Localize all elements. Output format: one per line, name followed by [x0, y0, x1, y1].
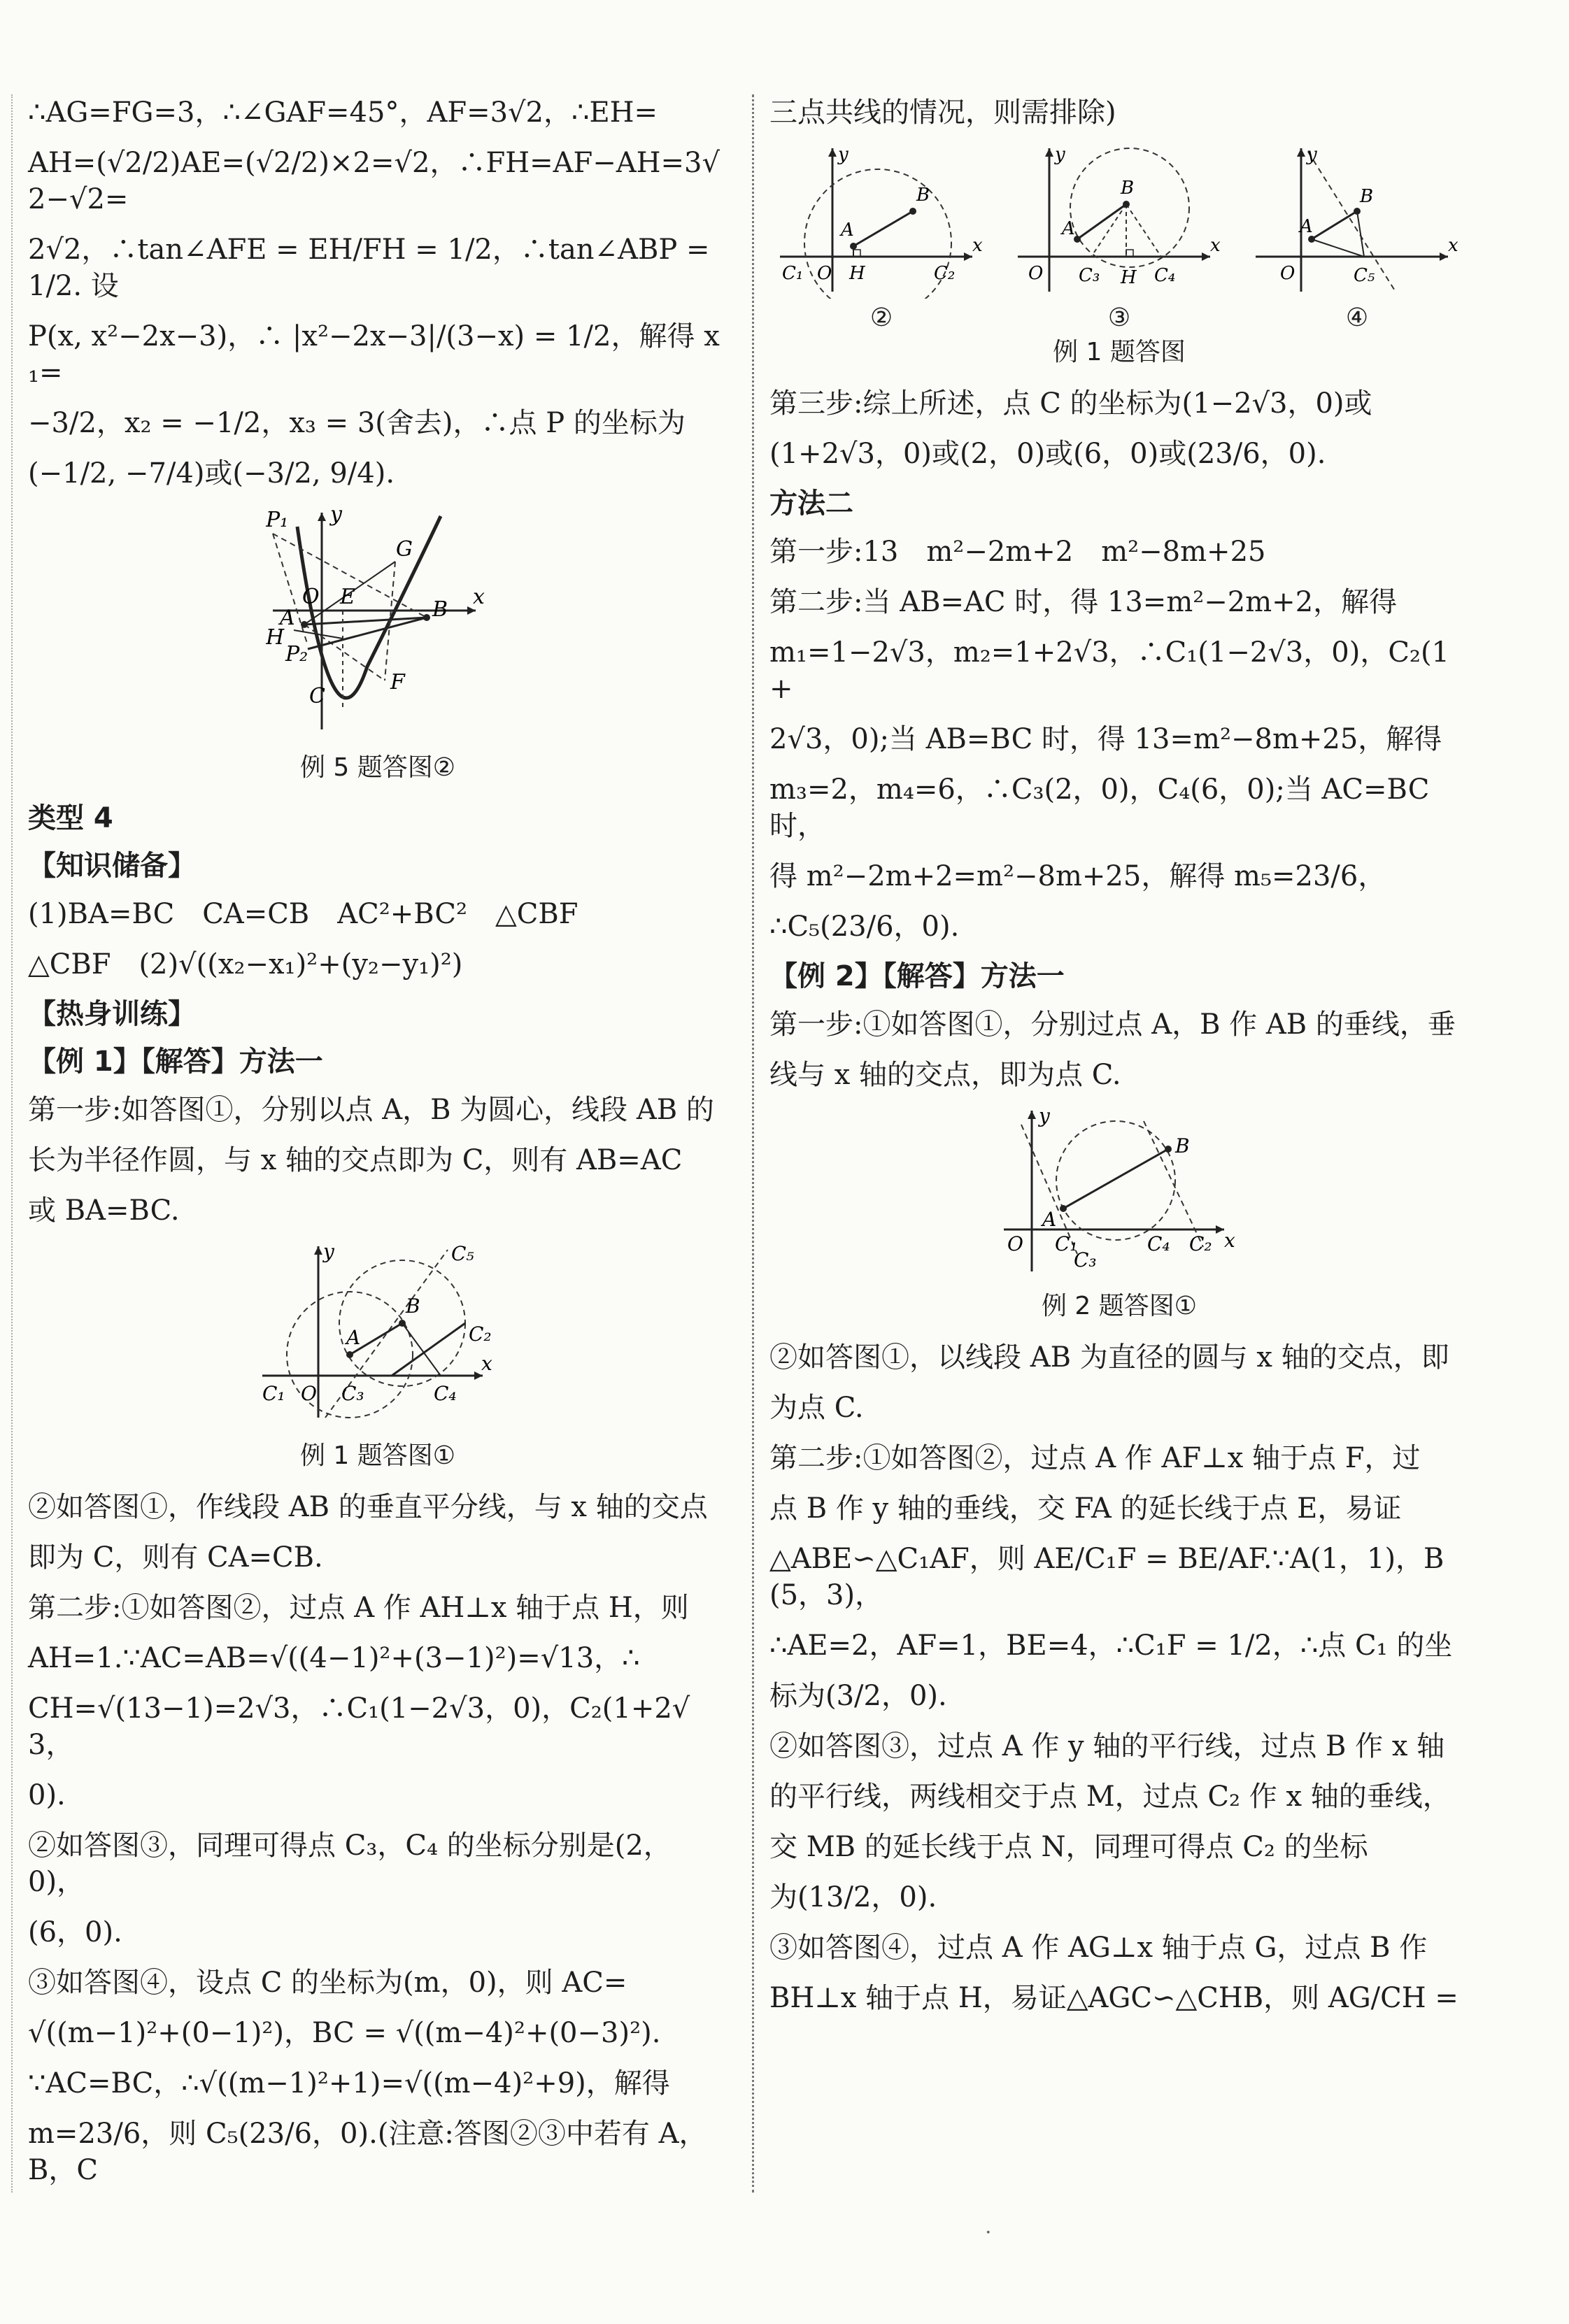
point-label: C₃ [1074, 1248, 1097, 1271]
text-line: 长为半径作圆，与 x 轴的交点即为 C，则有 AB=AC [28, 1144, 683, 1176]
figure-caption: 例 1 题答图① [299, 1441, 456, 1470]
point-label: C₂ [469, 1323, 492, 1346]
point-label: B [1121, 178, 1135, 199]
point-label: O [1028, 263, 1044, 284]
text-line: 即为 C，则有 CA=CB. [28, 1541, 323, 1574]
perpendicular-diagram [1000, 1107, 1238, 1275]
text-line: (1+2√3，0)或(2，0)或(6，0)或(23/6，0). [769, 438, 1326, 470]
text-line: 第二步:①如答图②，过点 A 作 AF⊥x 轴于点 F，过 [769, 1442, 1421, 1474]
text-line: ∴AE=2，AF=1，BE=4，∴C₁F = 1/2，∴点 C₁ 的坐 [769, 1630, 1453, 1662]
figure-example2 [769, 1107, 1469, 1278]
text-line: 点 B 作 y 轴的垂线，交 FA 的延长线于点 E，易证 [769, 1492, 1402, 1525]
point-label: C₁ [262, 1382, 285, 1405]
text-line: 为点 C. [769, 1392, 864, 1424]
point-label: F [390, 670, 405, 694]
subfigure-label: ③ [1107, 304, 1131, 332]
text-line: m₁=1−2√3，m₂=1+2√3，∴C₁(1−2√3，0)，C₂(1+ [769, 636, 1450, 705]
text-line: 或 BA=BC. [28, 1195, 180, 1227]
axis-label: y [330, 506, 342, 527]
point-label: H [266, 625, 285, 650]
subfigure-4-diagram [1252, 145, 1462, 299]
point-label: C₄ [434, 1382, 457, 1405]
point-label: P₁ [266, 508, 289, 532]
point-label: C₅ [1354, 265, 1375, 286]
axis-label: x [481, 1352, 492, 1375]
axis-label: y [323, 1243, 334, 1263]
point-label: A [1062, 218, 1075, 239]
axis-label: y [1039, 1107, 1050, 1127]
text-line: (6，0). [28, 1916, 122, 1948]
subfigure-row [769, 145, 1469, 332]
figure-caption: 例 1 题答图 [1053, 338, 1186, 366]
figure-caption: 例 2 题答图① [1041, 1292, 1198, 1320]
text-line: △CBF (2)√((x₂−x₁)²+(y₂−y₁)²) [28, 948, 463, 981]
subfigure-label: ④ [1345, 304, 1369, 332]
text-line: △ABE∽△C₁AF，则 AE/C₁F = BE/AF.∵A(1，1)，B(5，3)， [769, 1543, 1444, 1611]
point-label: C₂ [934, 263, 956, 284]
text-line: (−1/2, −7/4)或(−3/2, 9/4). [28, 457, 395, 490]
axis-label: x [1224, 1229, 1235, 1252]
point-label: C₃ [1079, 265, 1100, 286]
section-heading: 【例 2】【解答】方法一 [769, 960, 1065, 992]
point-label: C [309, 684, 325, 708]
subfigure-label: ② [869, 304, 893, 332]
text-line: 线与 x 轴的交点，即为点 C. [769, 1059, 1121, 1091]
text-line: √((m−1)²+(0−1)²)，BC = √((m−4)²+(0−3)²). [28, 2017, 661, 2049]
text-line: 第二步:当 AB=AC 时，得 13=m²−2m+2，解得 [769, 586, 1398, 618]
text-line: ∴C₅(23/6，0). [769, 911, 960, 943]
column-divider [752, 94, 754, 2193]
text-line: ②如答图③，过点 A 作 y 轴的平行线，过点 B 作 x 轴 [769, 1730, 1445, 1762]
point-label: B [406, 1295, 420, 1318]
section-heading: 【例 1】【解答】方法一 [28, 1046, 323, 1078]
axis-label: y [1055, 145, 1065, 165]
text-line: ∴AG=FG=3，∴∠GAF=45°，AF=3√2，∴EH= [28, 97, 658, 129]
text-line: −3/2，x₂ = −1/2，x₃ = 3(舍去)，∴点 P 的坐标为 [28, 407, 686, 439]
text-line: ∵AC=BC，∴√((m−1)²+1)=√((m−4)²+9)，解得 [28, 2067, 670, 2100]
text-line: 第二步:①如答图②，过点 A 作 AH⊥x 轴于点 H，则 [28, 1592, 689, 1624]
subfigure-2-diagram [776, 145, 986, 299]
text-line: 第一步:①如答图①，分别过点 A，B 作 AB 的垂线，垂 [769, 1008, 1456, 1041]
point-label: B [1360, 186, 1374, 207]
text-line: CH=√(13−1)=2√3，∴C₁(1−2√3，0)，C₂(1+2√3， [28, 1692, 690, 1761]
point-label: A [280, 606, 295, 630]
right-column [769, 94, 1469, 2030]
text-line: AH=1.∵AC=AB=√((4−1)²+(3−1)²)=√13，∴ [28, 1642, 640, 1674]
point-label: A [1300, 216, 1313, 237]
page-edge [11, 94, 13, 2193]
axis-label: x [972, 235, 983, 256]
left-column [28, 94, 727, 2202]
text-line: 第三步:综上所述，点 C 的坐标为(1−2√3，0)或 [769, 387, 1372, 420]
text-line: ②如答图①，作线段 AB 的垂直平分线，与 x 轴的交点 [28, 1491, 708, 1523]
text-line: 得 m²−2m+2=m²−8m+25，解得 m₅=23/6， [769, 860, 1386, 892]
parabola-diagram [266, 506, 490, 736]
text-line: 三点共线的情况，则需排除) [769, 97, 1116, 129]
text-line: 2√3，0);当 AB=BC 时，得 13=m²−8m+25，解得 [769, 723, 1442, 755]
axis-label: x [1448, 235, 1458, 256]
text-line: ③如答图④，设点 C 的坐标为(m，0)，则 AC= [28, 1967, 627, 1999]
section-heading: 类型 4 [28, 802, 113, 834]
subfigure-4 [1252, 145, 1462, 332]
axis-label: y [838, 145, 849, 165]
text-line: m=23/6，则 C₅(23/6，0).(注意:答图②③中若有 A，B，C [28, 2118, 707, 2186]
subfigure-2 [776, 145, 986, 332]
subfigure-3-diagram [1014, 145, 1224, 299]
point-label: O [302, 585, 320, 609]
text-line: 标为(3/2，0). [769, 1680, 947, 1712]
point-label: H [1121, 267, 1137, 288]
point-label: P₂ [285, 642, 308, 666]
axis-label: x [1210, 235, 1221, 256]
axis-label: x [473, 585, 485, 609]
point-label: C₁ [782, 263, 804, 284]
point-label: O [817, 263, 832, 284]
text-line: AH=(√2/2)AE=(√2/2)×2=√2，∴FH=AF−AH=3√2−√2= [28, 147, 720, 215]
point-label: C₄ [1154, 265, 1176, 286]
text-line: ②如答图①，以线段 AB 为直径的圆与 x 轴的交点，即 [769, 1341, 1449, 1374]
point-label: C₂ [1189, 1232, 1212, 1255]
section-heading: 方法二 [769, 487, 853, 520]
axis-label: y [1307, 145, 1317, 165]
section-heading: 【热身训练】 [28, 998, 196, 1030]
point-label: O [1007, 1232, 1023, 1255]
subfigure-3 [1014, 145, 1224, 332]
point-label: G [396, 537, 413, 562]
point-label: E [340, 585, 355, 609]
point-label: C₃ [341, 1382, 364, 1405]
text-line: 0). [28, 1779, 66, 1811]
footer-dot: · [985, 2220, 992, 2245]
text-line: P(x, x²−2x−3)，∴ |x²−2x−3|/(3−x) = 1/2，解得 x₁= [28, 320, 720, 389]
point-label: O [1280, 263, 1295, 284]
circles-diagram [259, 1243, 497, 1425]
point-label: H [849, 263, 865, 284]
text-line: BH⊥x 轴于点 H，易证△AGC∽△CHB，则 AG/CH = [769, 1982, 1458, 2014]
section-heading: 【知识储备】 [28, 850, 196, 882]
text-line: (1)BA=BC CA=CB AC²+BC² △CBF [28, 898, 578, 930]
point-label: O [301, 1382, 317, 1405]
figure-caption: 例 5 题答图② [299, 753, 456, 782]
text-line: m₃=2，m₄=6，∴C₃(2，0)，C₄(6，0);当 AC=BC 时， [769, 774, 1430, 842]
point-label: B [1175, 1134, 1190, 1157]
figure-example5 [28, 506, 727, 739]
figure-example1 [28, 1243, 727, 1427]
text-line: ③如答图④，过点 A 作 AG⊥x 轴于点 G，过点 B 作 [769, 1932, 1428, 1964]
point-label: C₁ [1055, 1232, 1078, 1255]
point-label: C₄ [1147, 1232, 1170, 1255]
point-label: B [916, 185, 930, 206]
text-line: 第一步:如答图①，分别以点 A，B 为圆心，线段 AB 的 [28, 1094, 714, 1126]
text-line: ②如答图③，同理可得点 C₃，C₄ 的坐标分别是(2，0)， [28, 1830, 672, 1898]
point-label: C₅ [451, 1243, 474, 1265]
point-label: A [841, 220, 854, 241]
text-line: 交 MB 的延长线于点 N，同理可得点 C₂ 的坐标 [769, 1831, 1368, 1863]
text-line: 为(13/2，0). [769, 1881, 937, 1913]
text-line: 的平行线，两线相交于点 M，过点 C₂ 作 x 轴的垂线， [769, 1781, 1451, 1813]
point-label: A [346, 1326, 361, 1349]
point-label: A [1042, 1208, 1057, 1231]
text-line: 第一步:13 m²−2m+2 m²−8m+25 [769, 536, 1266, 568]
text-line: 2√2，∴tan∠AFE = EH/FH = 1/2，∴tan∠ABP = 1/2. 设 [28, 234, 710, 302]
point-label: B [432, 597, 448, 622]
